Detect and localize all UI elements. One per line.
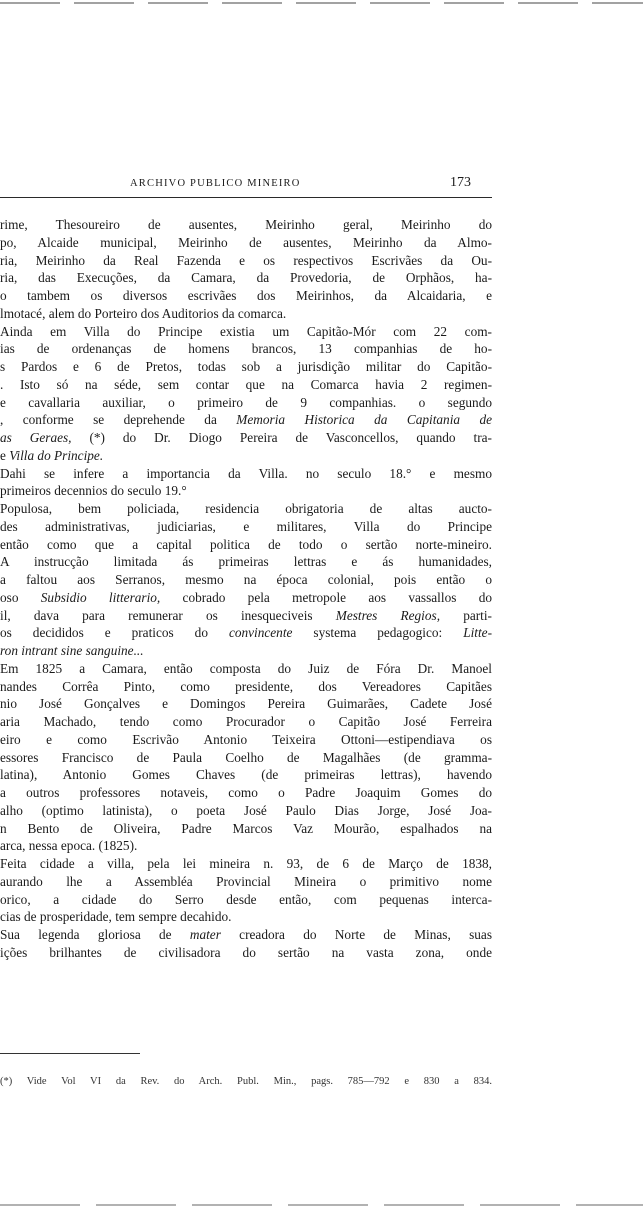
text-line: Dahi se infere a importancia da Villa. no seculo 18.° e mesmo: [0, 465, 492, 481]
text-line: . Isto só na séde, sem contar que na Comarca havia 2 regimen-: [0, 376, 492, 392]
text-line: a faltou aos Serranos, mesmo na época colonial, pois então o: [0, 572, 492, 587]
text-line: s Pardos e 6 de Pretos, todas sob a jurisdição militar do Capitão-: [0, 359, 492, 374]
text-line: rime, Thesoureiro de ausentes, Meirinho geral, Meirinho do: [0, 217, 492, 232]
bottom-edge-rule: [0, 1204, 643, 1206]
footnote-rule: [0, 1053, 140, 1054]
page-number: 173: [450, 175, 471, 190]
text-line: po, Alcaide municipal, Meirinho de ausentes, Meirinho da Almo-: [0, 234, 492, 250]
text-line: cias de prosperidade, tem sempre decahido.: [0, 909, 232, 925]
text-line: ron intrant sine sanguine...: [0, 643, 144, 658]
text-line: latina), Antonio Gomes Chaves (de primeiras lettras), havendo: [0, 767, 492, 783]
text-line: e Villa do Principe.: [0, 447, 104, 463]
text-line: lmotacé, alem do Porteiro dos Auditorios da comarca.: [0, 305, 287, 321]
text-line: orico, a cidade do Serro desde então, com pequenas interca-: [0, 891, 492, 907]
text-line: nandes Corrêa Pinto, como presidente, dos Vereadores Capitães: [0, 678, 492, 694]
header-rule: [0, 197, 492, 198]
text-line: então como que a capital politica de todo o sertão norte-mineiro.: [0, 536, 492, 552]
page-header: [0, 175, 643, 198]
text-line: nio José Gonçalves e Domingos Pereira Guimarães, Cadete José: [0, 696, 492, 712]
text-line: e cavallaria auxiliar, o primeiro de 9 companhias. o segundo: [0, 394, 492, 410]
text-line: Feita cidade a villa, pela lei mineira n. 93, de 6 de Março de 1838,: [0, 856, 492, 871]
text-line: ria, das Execuções, da Camara, da Provedoria, de Orphãos, ha-: [0, 270, 492, 286]
text-line: primeiros decennios do seculo 19.°: [0, 483, 187, 499]
text-line: des administrativas, judiciarias, e militares, Villa do Principe: [0, 518, 492, 534]
text-line: o tambem os diversos escrivães dos Meirinhos, da Alcaidaria, e: [0, 288, 492, 303]
text-line: os decididos e praticos do convincente systema pedagogico: Litte-: [0, 625, 492, 641]
text-line: eiro e como Escrivão Antonio Teixeira Ottoni—estipendiava os: [0, 731, 492, 747]
text-line: ias de ordenanças de homens brancos, 13 companhias de ho-: [0, 341, 492, 357]
running-title: ARCHIVO PUBLICO MINEIRO: [130, 178, 301, 189]
text-line: a outros professores notaveis, como o Padre Joaquim Gomes do: [0, 785, 492, 800]
text-line: alho (optimo latinista), o poeta José Paulo Dias Jorge, José Joa-: [0, 802, 492, 818]
text-line: Sua legenda gloriosa de mater creadora do Norte de Minas, suas: [0, 927, 492, 942]
text-line: n Bento de Oliveira, Padre Marcos Vaz Mourão, espalhados na: [0, 820, 492, 836]
text-line: as Geraes, (*) do Dr. Diogo Pereira de Vasconcellos, quando tra-: [0, 430, 492, 445]
text-line: essores Francisco de Paula Coelho de Magalhães (de gramma-: [0, 749, 492, 765]
text-line: aria Machado, tendo como Procurador o Capitão José Ferreira: [0, 714, 492, 729]
text-line: aurando lhe a Assembléa Provincial Mineira o primitivo nome: [0, 873, 492, 889]
text-line: Em 1825 a Camara, então composta do Juiz de Fóra Dr. Manoel: [0, 660, 492, 676]
text-line: , conforme se deprehende da Memoria Historica da Capitania de: [0, 412, 492, 428]
body-text: [0, 216, 492, 962]
top-edge-rule: [0, 2, 643, 4]
text-line: arca, nessa epoca. (1825).: [0, 838, 138, 854]
text-line: Ainda em Villa do Principe existia um Capitão-Mór com 22 com-: [0, 323, 492, 339]
text-line: ições brilhantes de civilisadora do sertão na vasta zona, onde: [0, 944, 492, 960]
text-line: ria, Meirinho da Real Fazenda e os respectivos Escrivães da Ou-: [0, 252, 492, 268]
footnote: (*) Vide Vol VI da Rev. do Arch. Publ. Min., pags. 785—792 e 830 a 834.: [0, 1076, 492, 1087]
text-line: oso Subsidio litterario, cobrado pela metropole aos vassallos do: [0, 589, 492, 605]
text-line: A instrucção limitada ás primeiras lettras e ás humanidades,: [0, 554, 492, 570]
text-line: Populosa, bem policiada, residencia obrigatoria de altas aucto-: [0, 501, 492, 516]
text-line: il, dava para remunerar os inesqueciveis Mestres Regios, parti-: [0, 607, 492, 623]
